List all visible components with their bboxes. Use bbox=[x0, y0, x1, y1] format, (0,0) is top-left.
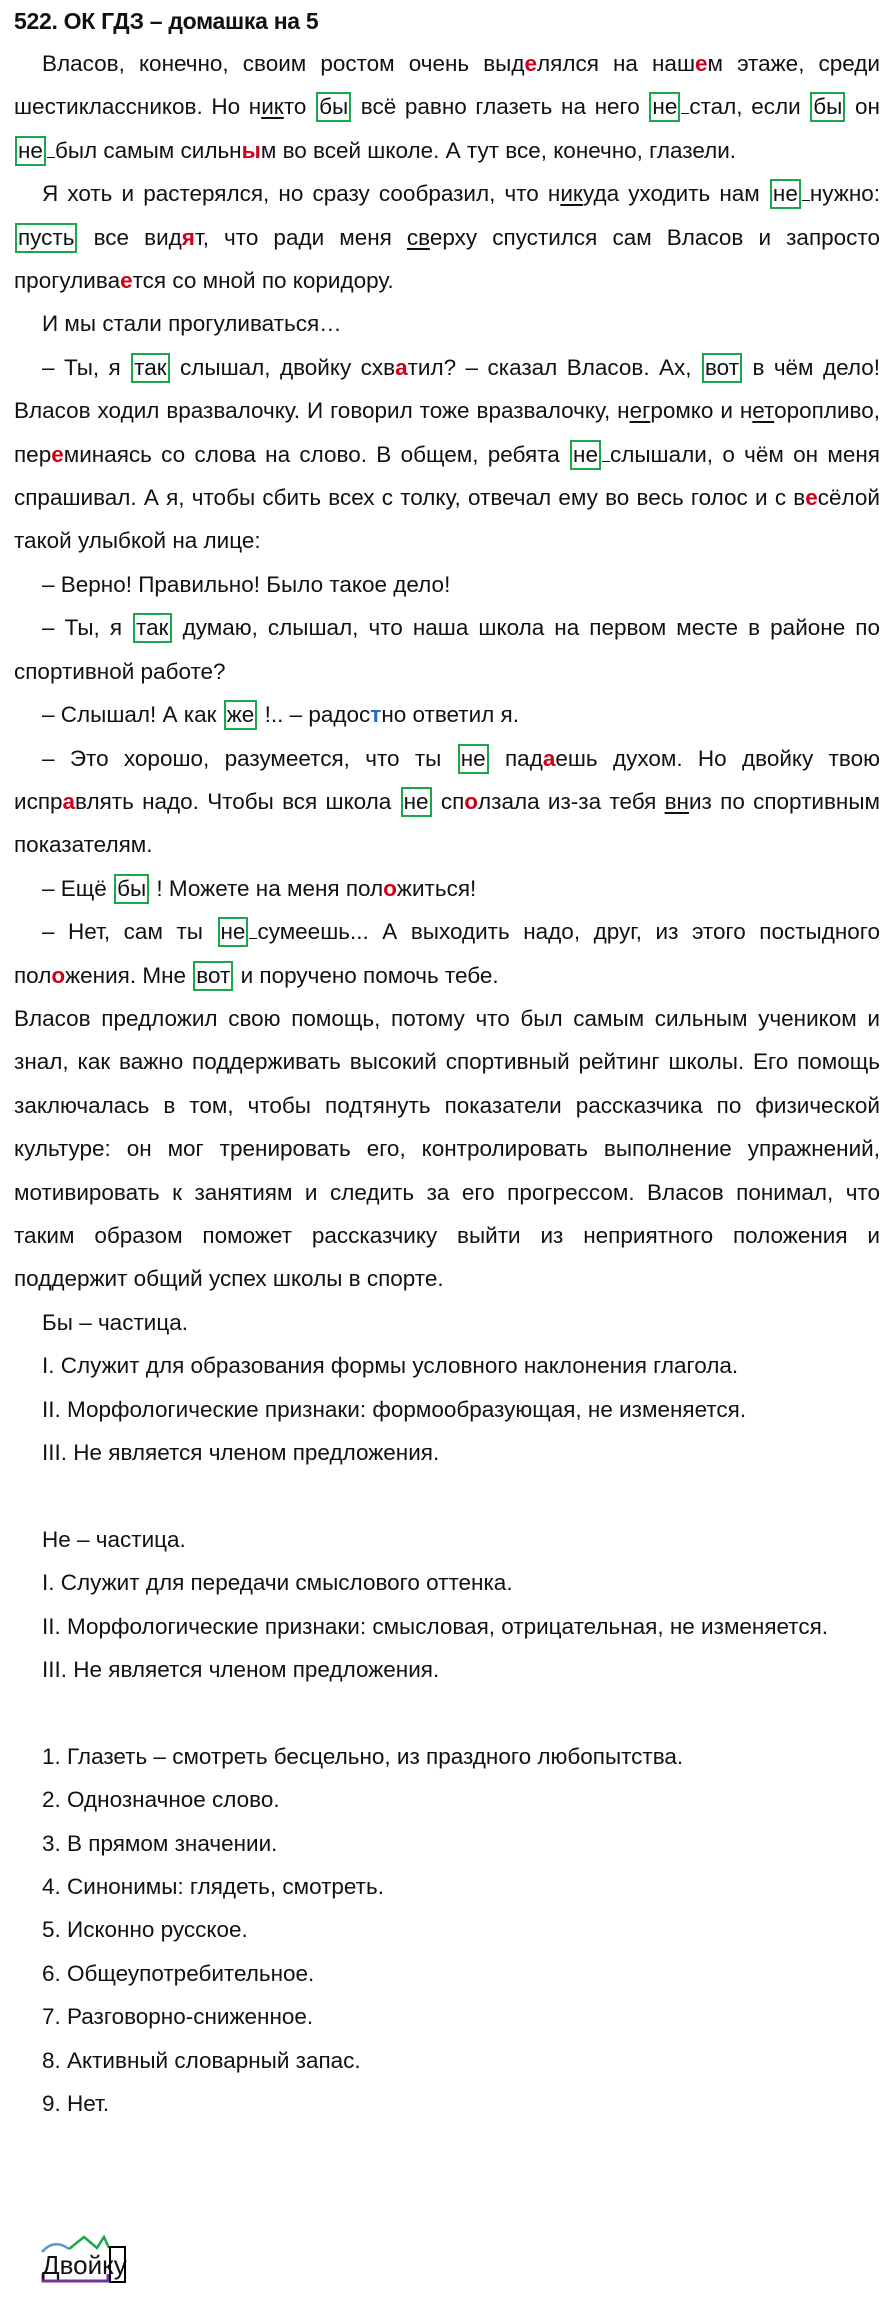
separate-writing-mark bbox=[47, 139, 55, 158]
paragraph-3: И мы стали прогуливаться… bbox=[42, 311, 342, 337]
text: всё равно глазеть на него bbox=[360, 94, 640, 120]
text: все вид bbox=[93, 224, 182, 250]
document-body bbox=[14, 42, 880, 2125]
orthogram-letter: а bbox=[395, 354, 408, 380]
underlined-part: св bbox=[406, 224, 430, 250]
analysis-ne-item: II. Морфологические признаки: смысловая, отрицательная, не изменяется. bbox=[42, 1613, 829, 1639]
analysis-ne-item: III. Не является членом предложения. bbox=[42, 1657, 440, 1683]
particle-box: же bbox=[224, 700, 258, 730]
analysis-ne-title: Не – частица. bbox=[42, 1526, 186, 1552]
underlined-part: ик bbox=[261, 94, 284, 120]
particle-box: не bbox=[649, 92, 680, 122]
text: минаясь со слова на слово. В общем, ребята bbox=[63, 441, 560, 467]
analysis-by-title: Бы – частица. bbox=[42, 1309, 188, 1335]
particle-box: бы bbox=[316, 92, 351, 122]
paragraph-7 bbox=[14, 693, 880, 736]
paragraph-2 bbox=[14, 172, 880, 302]
text: сёлой такой улыбкой на лице: bbox=[14, 485, 880, 554]
particle-box: пусть bbox=[15, 223, 77, 253]
analysis-by-item: I. Служит для образования формы условного наклонения глагола. bbox=[42, 1353, 739, 1379]
text: и поручено помочь тебе. bbox=[240, 962, 499, 988]
text: – Ты, я bbox=[42, 354, 121, 380]
word-analysis-item: 5. Исконно русское. bbox=[42, 1917, 248, 1943]
text: Власов, конечно, своим ростом очень выд bbox=[42, 51, 525, 76]
word-analysis-item: 6. Общеупотребительное. bbox=[42, 1960, 315, 1986]
orthogram-letter: е bbox=[120, 268, 133, 294]
particle-box: не bbox=[401, 787, 432, 817]
text: оропливо, пер bbox=[14, 398, 880, 467]
text: влять надо. Чтобы вся школа bbox=[75, 788, 392, 814]
orthogram-letter: ы bbox=[241, 137, 261, 163]
page-title: 522. ОК ГДЗ – домашка на 5 bbox=[14, 8, 319, 34]
orthogram-letter: е bbox=[695, 51, 708, 76]
morpheme-word: Двойку bbox=[42, 2250, 127, 2280]
orthogram-letter: а bbox=[62, 788, 76, 814]
ending-box bbox=[109, 2246, 126, 2283]
text: – Нет, сам ты bbox=[42, 919, 203, 945]
spacer bbox=[14, 1691, 880, 1734]
text: ешь духом. Но двойку твою испр bbox=[14, 745, 880, 814]
particle-box: вот bbox=[702, 353, 742, 383]
word-analysis-item: 8. Активный словарный запас. bbox=[42, 2047, 361, 2073]
orthogram-letter: о bbox=[51, 962, 66, 988]
particle-box: не bbox=[15, 136, 46, 166]
text: ерху спустился сам Власов и запросто прогулива bbox=[14, 224, 880, 294]
text: лялся на наш bbox=[537, 51, 695, 76]
text: слышали, о чём он меня спрашивал. А я, чтобы сбить всех с толку, отвечал ему во весь голос и с в bbox=[14, 441, 880, 511]
word-analysis-item: 3. В прямом значении. bbox=[42, 1830, 278, 1856]
text: стал, если bbox=[689, 94, 801, 120]
paragraph-9 bbox=[14, 867, 880, 910]
text: в чём дело! Власов ходил вразвалочку. И говорил тоже вразвалочку, н bbox=[14, 354, 880, 424]
particle-box: так bbox=[131, 353, 169, 383]
word-analysis-item: 2. Однозначное слово. bbox=[42, 1787, 280, 1813]
text: т, что ради меня bbox=[194, 224, 407, 250]
orthogram-letter: е bbox=[51, 441, 64, 467]
paragraph-6 bbox=[14, 606, 880, 693]
particle-box: так bbox=[133, 613, 171, 643]
paragraph-5: – Верно! Правильно! Было такое дело! bbox=[42, 571, 451, 597]
paragraph-4 bbox=[14, 346, 880, 563]
text: он bbox=[855, 94, 880, 120]
particle-box: не bbox=[570, 440, 601, 470]
text: – Ещё bbox=[42, 875, 107, 901]
word-analysis-item: 7. Разговорно-сниженное. bbox=[42, 2004, 314, 2030]
word-analysis-item: 1. Глазеть – смотреть бесцельно, из праздного любопытства. bbox=[42, 1743, 684, 1769]
orthogram-letter: т bbox=[370, 702, 382, 728]
text: лзала из-за тебя bbox=[478, 788, 665, 814]
orthogram-letter: е bbox=[524, 51, 538, 76]
text: ! Можете на меня пол bbox=[156, 875, 384, 901]
text: тся со мной по коридору. bbox=[132, 268, 394, 294]
text: – Это хорошо, разумеется, что ты bbox=[42, 745, 442, 771]
particle-box: вот bbox=[193, 961, 233, 991]
separate-writing-mark bbox=[602, 443, 610, 462]
particle-box: не bbox=[458, 744, 489, 774]
underlined-part: ег bbox=[629, 398, 651, 424]
paragraph-8 bbox=[14, 737, 880, 867]
orthogram-letter: о bbox=[464, 788, 479, 814]
particle-box: бы bbox=[810, 92, 845, 122]
particle-box: не bbox=[770, 179, 801, 209]
morpheme-analysis bbox=[40, 2230, 240, 2300]
underlined-part: ик bbox=[560, 181, 583, 207]
orthogram-letter: о bbox=[383, 875, 397, 901]
text: !.. – радос bbox=[264, 702, 371, 728]
text: то bbox=[283, 94, 307, 120]
text: ромко и н bbox=[650, 398, 753, 424]
text: – Ты, я bbox=[42, 615, 123, 641]
analysis-by-item: III. Не является членом предложения. bbox=[42, 1440, 440, 1465]
particle-box: бы bbox=[114, 874, 149, 904]
text: нужно: bbox=[809, 181, 881, 207]
text: сп bbox=[440, 788, 465, 814]
analysis-ne-item: I. Служит для передачи смыслового оттенка. bbox=[42, 1570, 513, 1596]
word-analysis-item: 9. Нет. bbox=[42, 2091, 110, 2117]
paragraph-10 bbox=[14, 910, 880, 997]
paragraph-1 bbox=[14, 42, 880, 172]
spacer bbox=[14, 1474, 880, 1517]
text: но ответил я. bbox=[381, 702, 519, 728]
particle-box: не bbox=[218, 917, 249, 947]
text: сумеешь... А выходить надо, друг, из этого постыдного пол bbox=[14, 919, 880, 988]
text: Я хоть и растерялся, но сразу сообразил, что н bbox=[42, 181, 561, 207]
text: жения. Мне bbox=[65, 962, 187, 988]
text: тил? – сказал Власов. Ах, bbox=[407, 354, 692, 380]
text: думаю, слышал, что наша школа на первом месте в районе по спортивной работе? bbox=[14, 615, 880, 684]
text: уда уходить нам bbox=[582, 181, 760, 207]
analysis-by-item: II. Морфологические признаки: формообразующая, не изменяется. bbox=[42, 1396, 747, 1422]
word-analysis-item: 4. Синонимы: глядеть, смотреть. bbox=[42, 1874, 384, 1900]
paragraph-summary: Власов предложил свою помощь, потому что был самым сильным учеником и знал, как важно поддерживать высокий спортивный рейтинг школы. Его помощь заключалась в том, чтобы подтянуть показатели рассказчика по физической культуре: он мог тренировать его, контролировать выполнение упражнений, мотивировать к занятиям и следить за его прогрессом. Власов понимал, что таким образом поможет рассказчику выйти из неприятного положения и поддержит общий успех школы в спорте. bbox=[14, 1005, 880, 1292]
underlined-part: ет bbox=[752, 398, 775, 424]
text: м этаже, среди шестиклассников. Но н bbox=[14, 51, 881, 120]
text: пад bbox=[505, 745, 543, 771]
text: из по спортивным показателям. bbox=[14, 788, 880, 858]
text: – Слышал! А как bbox=[42, 702, 217, 728]
text: слышал, двойку схв bbox=[180, 354, 396, 380]
orthogram-letter: я bbox=[181, 224, 195, 250]
orthogram-letter: а bbox=[542, 745, 556, 771]
underlined-part: вн bbox=[664, 788, 689, 814]
text: м во всей школе. А тут все, конечно, глазели. bbox=[260, 137, 737, 163]
text: житься! bbox=[396, 875, 477, 901]
text: был самым сильн bbox=[54, 137, 242, 163]
separate-writing-mark bbox=[802, 182, 810, 201]
orthogram-letter: е bbox=[805, 485, 818, 511]
